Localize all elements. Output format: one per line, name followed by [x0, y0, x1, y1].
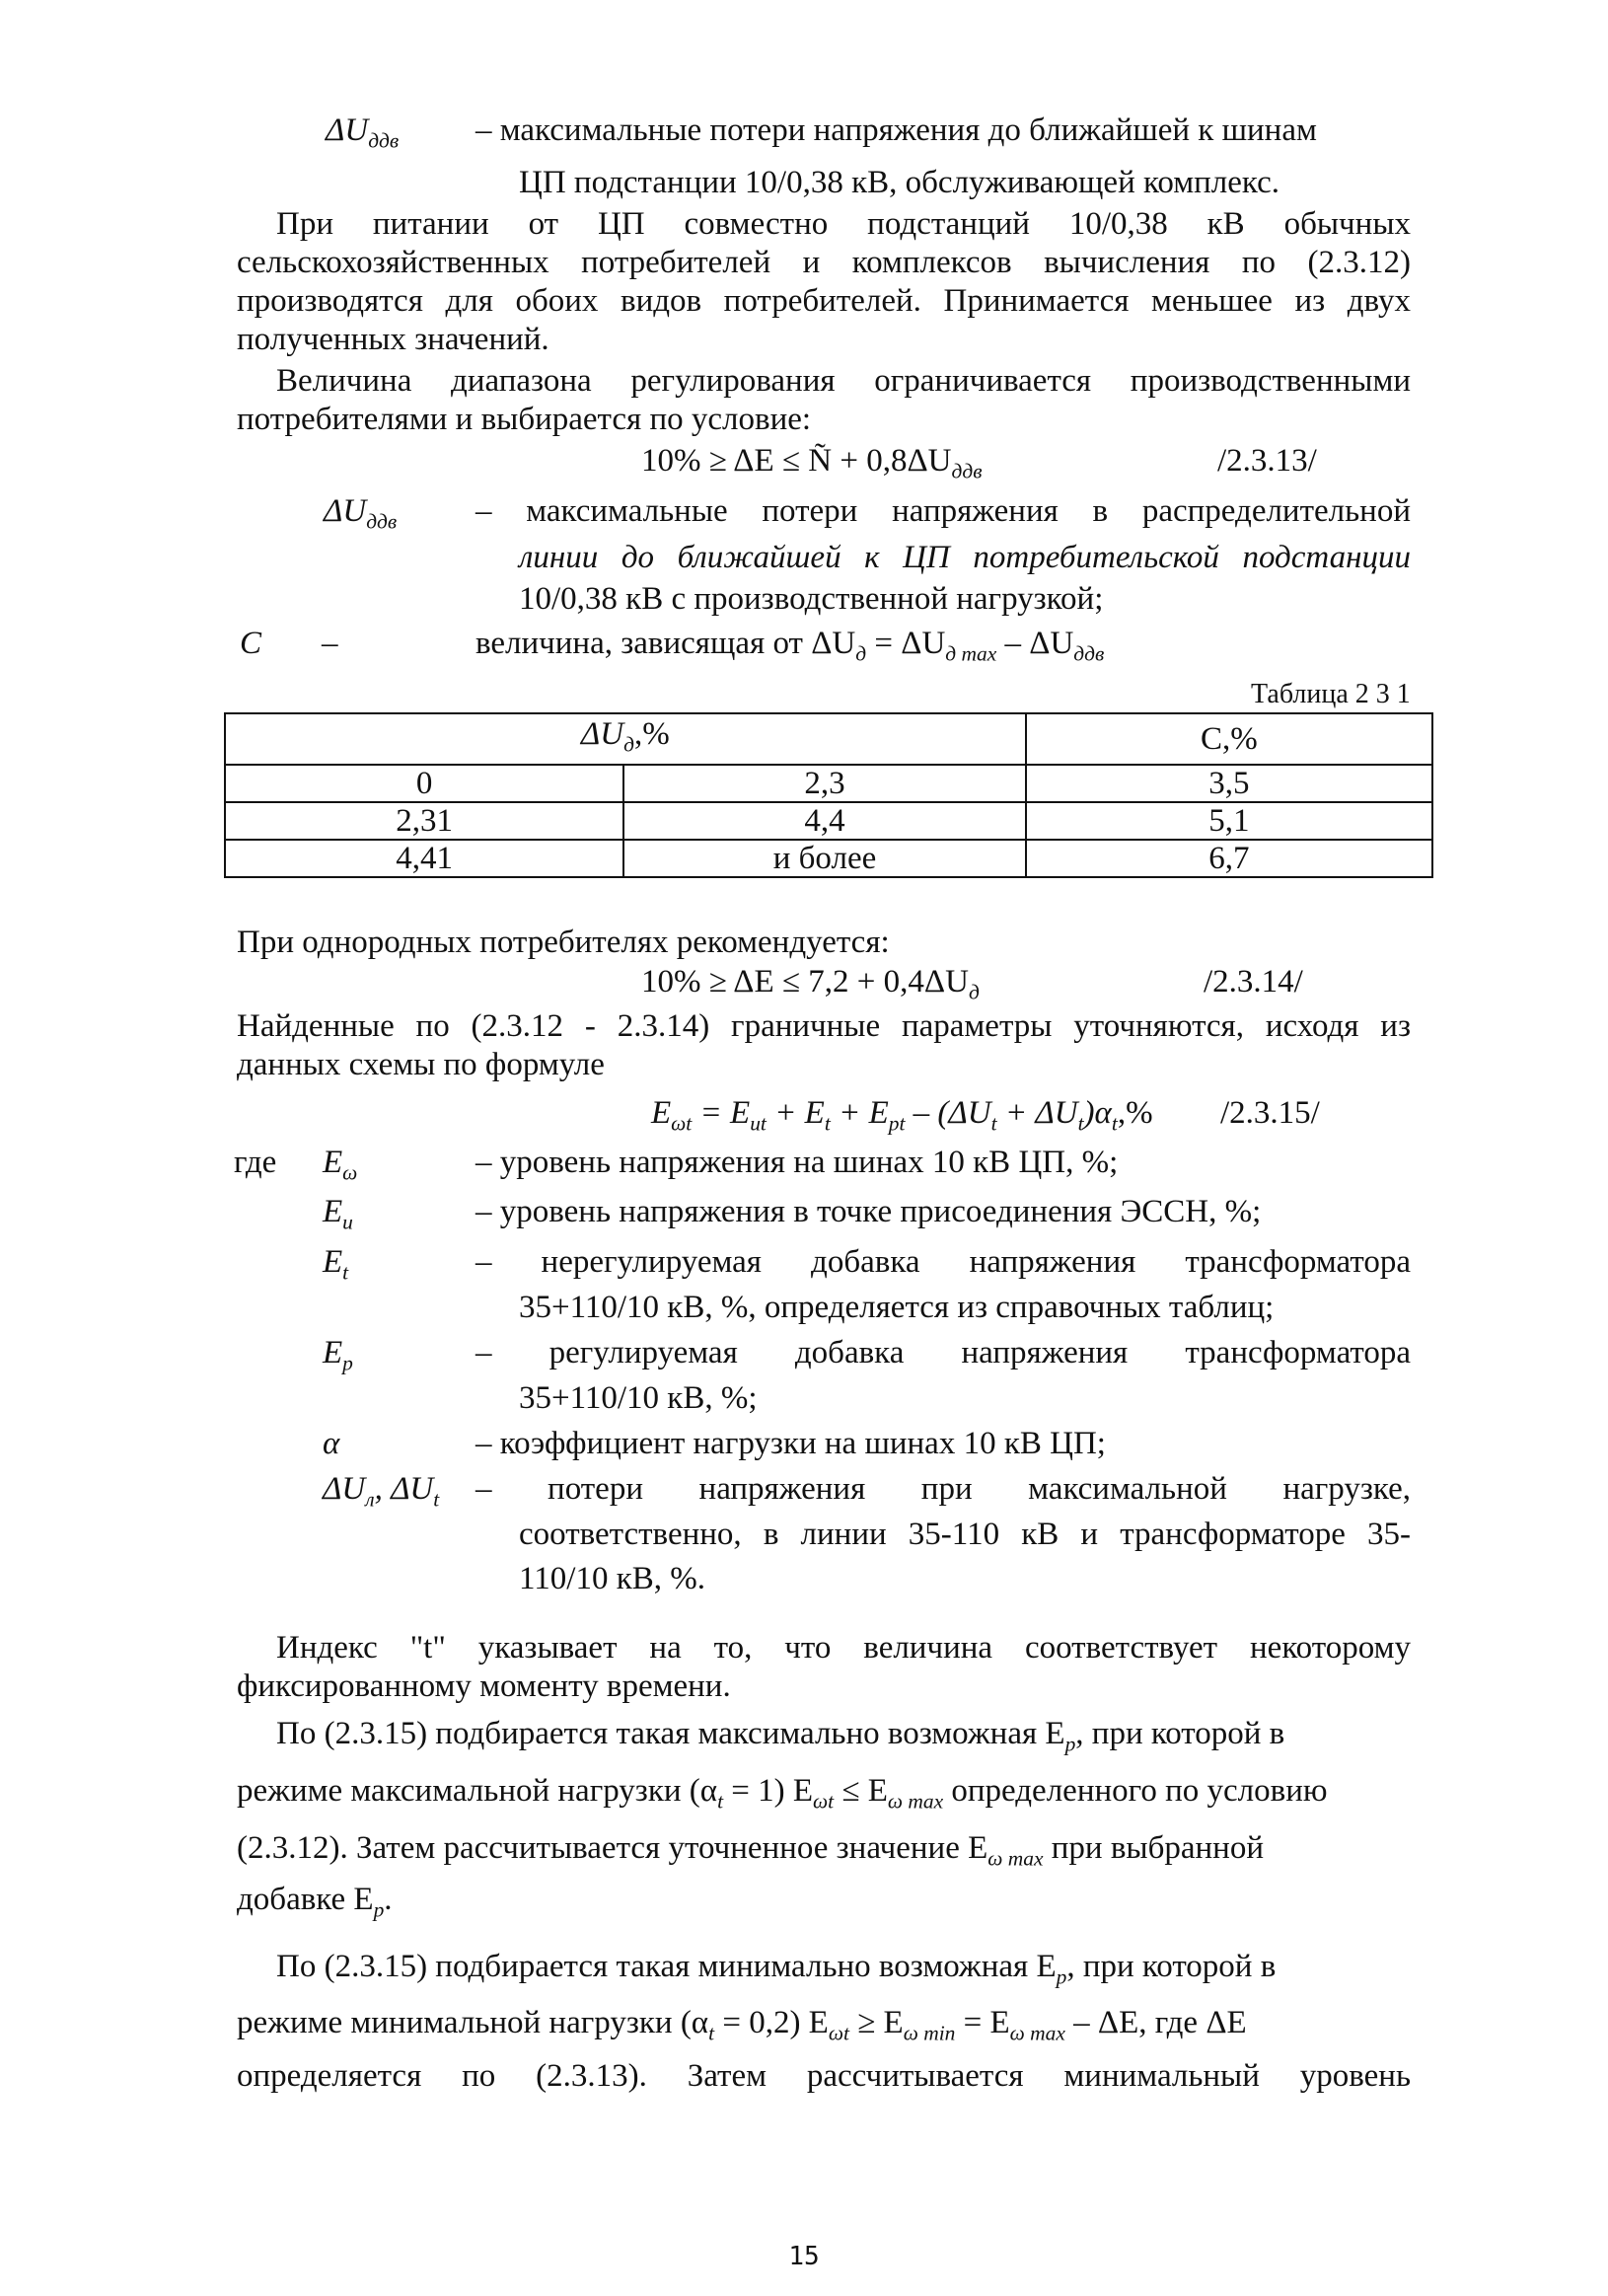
definition-symbol: α	[323, 1426, 340, 1461]
paragraph-line: фиксированному моменту времени.	[237, 1668, 731, 1704]
paragraph-line: (2.3.12). Затем рассчитывается уточненное значение $E_{\omega max}$ при выбранной	[237, 1830, 1264, 1871]
definition-symbol: $E_\omega$	[323, 1145, 358, 1185]
table-cell: 3,5	[1026, 765, 1432, 802]
definition-symbol: $\Delta U_л$, $\Delta U_t$	[323, 1471, 440, 1512]
table-header-cell: C,%	[1026, 713, 1432, 765]
formula-number: /2.3.14/	[1204, 964, 1303, 1000]
table-caption: Таблица 2 3 1	[1251, 679, 1411, 709]
definition-dash: –	[322, 626, 338, 661]
formula: 10% ≥ ΔE ≤ Ñ + $0,8\Delta U_{ддв}$	[641, 443, 983, 483]
definition-symbol: C	[240, 626, 262, 661]
paragraph-line: Величина диапазона регулирования ограничивается производственными	[276, 363, 1411, 399]
definition-text: – максимальные потери напряжения до ближайшей к шинам	[475, 112, 1317, 148]
table-cell: 0	[225, 765, 623, 802]
definition-symbol: $E_t$	[323, 1244, 349, 1285]
table-row	[225, 765, 1432, 802]
definition-symbol: $E_p$	[323, 1335, 353, 1375]
definition-text: 35+110/10 кВ, %, определяется из справочных таблиц;	[519, 1290, 1275, 1325]
definition-symbol: $\Delta U_{ддв}$	[324, 493, 398, 534]
formula: $E_{\omega t} = E_{ut} + E_t + E_{pt} - (\Delta U_t + \Delta U_t)\alpha_t,\%$	[651, 1095, 1153, 1136]
table-cell: 2,3	[623, 765, 1025, 802]
formula-number: /2.3.13/	[1217, 443, 1317, 479]
definition-text: – уровень напряжения в точке присоединения ЭССН, %;	[475, 1194, 1262, 1229]
definition-text: 10/0,38 кВ с производственной нагрузкой;	[519, 581, 1104, 617]
page-number: 15	[788, 2242, 820, 2271]
definition-text: ЦП подстанции 10/0,38 кВ, обслуживающей комплекс.	[519, 165, 1279, 200]
where-label: где	[234, 1145, 277, 1180]
definition-symbol: $\Delta U_{ддв}$	[326, 112, 400, 153]
definition-text: величина, зависящая от $\Delta U_д = \Delta U_{д max} - \Delta U_{ддв}$	[475, 626, 1105, 666]
definition-text: – потери напряжения при максимальной нагрузке,	[475, 1471, 1411, 1507]
table-header-row	[225, 713, 1432, 765]
paragraph-line: При однородных потребителях рекомендуется:	[237, 925, 890, 960]
paragraph-line: данных схемы по формуле	[237, 1047, 605, 1082]
paragraph-line: Индекс "t" указывает на то, что величина соответствует некоторому	[276, 1630, 1411, 1666]
table-cell: 2,31	[225, 802, 623, 840]
paragraph-line: потребителями и выбирается по условие:	[237, 402, 812, 437]
definition-text: – коэффициент нагрузки на шинах 10 кВ ЦП;	[475, 1426, 1106, 1461]
definition-text: 110/10 кВ, %.	[519, 1561, 705, 1596]
table-cell: 4,41	[225, 840, 623, 877]
paragraph-line: полученных значений.	[237, 322, 549, 357]
paragraph-line: производятся для обоих видов потребителей. Принимается меньшее из двух	[237, 283, 1411, 319]
definition-text: – регулируемая добавка напряжения трансформатора	[475, 1335, 1411, 1370]
paragraph-line: Найденные по (2.3.12 - 2.3.14) граничные параметры уточняются, исходя из	[237, 1008, 1411, 1044]
definition-text: – уровень напряжения на шинах 10 кВ ЦП, %;	[475, 1145, 1119, 1180]
table-cell: 4,4	[623, 802, 1025, 840]
data-table	[224, 712, 1433, 878]
table-cell: 6,7	[1026, 840, 1432, 877]
table-header-cell: $\Delta U_д,\%$	[225, 713, 1026, 765]
table-cell: и более	[623, 840, 1025, 877]
formula: $10\% \ge \Delta E \le 7,2 + 0,4\Delta U_д$	[641, 964, 980, 1004]
definition-text: – максимальные потери напряжения в распределительной	[475, 493, 1411, 529]
definition-text: – нерегулируемая добавка напряжения трансформатора	[475, 1244, 1411, 1280]
definition-symbol: $E_u$	[323, 1194, 353, 1234]
paragraph-line: определяется по (2.3.13). Затем рассчитывается минимальный уровень	[237, 2058, 1411, 2094]
paragraph-line: режиме максимальной нагрузки $(\alpha_t = 1) E_{\omega t} \le E_{\omega max}$ определенного по условию	[237, 1773, 1328, 1814]
paragraph-line: При питании от ЦП совместно подстанций 10/0,38 кВ обычных	[276, 206, 1411, 242]
paragraph-line: сельскохозяйственных потребителей и комплексов вычисления по (2.3.12)	[237, 245, 1411, 280]
table-row	[225, 802, 1432, 840]
formula-number: /2.3.15/	[1220, 1095, 1320, 1131]
paragraph-line: добавке $E_p$.	[237, 1882, 393, 1922]
paragraph-line: По (2.3.15) подбирается такая максимально возможная $E_p$, при которой в	[276, 1716, 1285, 1756]
paragraph-line: По (2.3.15) подбирается такая минимально возможная $E_p$, при которой в	[276, 1949, 1277, 1989]
definition-text: соответственно, в линии 35-110 кВ и трансформаторе 35-	[519, 1517, 1411, 1552]
paragraph-line: режиме минимальной нагрузки $(\alpha_t = 0,2) E_{\omega t} \ge E_{\omega min} = E_{\omega max} - \Delta E$, где ΔE	[237, 2005, 1247, 2045]
definition-text: 35+110/10 кВ, %;	[519, 1380, 758, 1416]
definition-text: линии до ближайшей к ЦП потребительской подстанции	[519, 540, 1411, 575]
table-cell: 5,1	[1026, 802, 1432, 840]
table-row	[225, 840, 1432, 877]
